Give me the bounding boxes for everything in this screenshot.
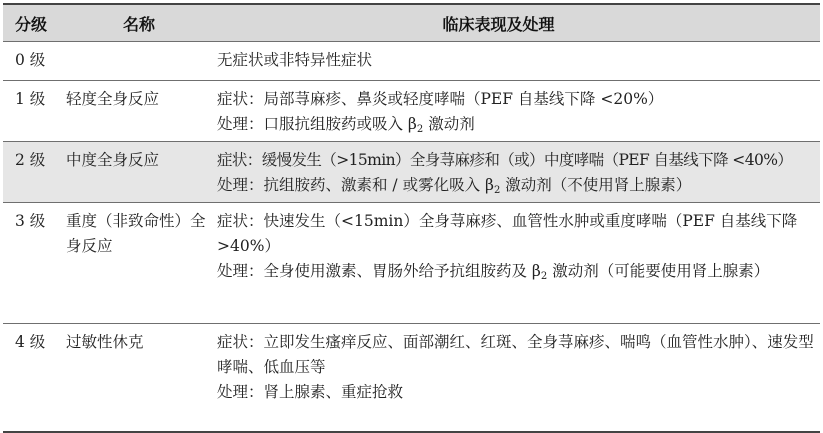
treatment-text: 处理：抗组胺药、激素和 / 或雾化吸入 $\beta_2$ 激动剂（不使用肾上腺素） bbox=[217, 176, 692, 196]
symptom-text: 症状：立即发生瘙痒反应、面部潮红、红斑、全身荨麻疹、喘鸣（血管性水肿）、速发型哮喘、低血压等 bbox=[217, 333, 814, 376]
table-row bbox=[3, 81, 820, 142]
table-row bbox=[3, 142, 820, 203]
symptom-text: 症状：快速发生（<15min）全身荨麻疹、血管性水肿或重度哮喘（PEF 自基线下降 >40%） bbox=[217, 212, 798, 255]
name-cell: 重度（非致命性）全身反应 bbox=[66, 212, 206, 255]
table-header-row bbox=[3, 3, 820, 42]
symptom-text: 无症状或非特异性症状 bbox=[217, 51, 373, 69]
header-grade: 分级 bbox=[15, 14, 48, 34]
treatment-text: 处理：肾上腺素、重症抢救 bbox=[217, 383, 404, 401]
manifest-cell bbox=[215, 324, 820, 411]
table-row bbox=[3, 203, 820, 324]
manifest-cell bbox=[215, 42, 820, 79]
grade-cell: 4 级 bbox=[15, 333, 46, 351]
name-cell: 中度全身反应 bbox=[66, 151, 160, 169]
name-cell: 过敏性休克 bbox=[66, 333, 144, 351]
manifest-cell bbox=[215, 142, 820, 209]
manifest-cell bbox=[215, 81, 820, 148]
symptom-text: 症状：缓慢发生（>15min）全身荨麻疹和（或）中度哮喘（PEF 自基线下降 <40%） bbox=[217, 151, 793, 169]
table-row bbox=[3, 324, 820, 433]
treatment-text: 处理：口服抗组胺药或吸入 $\beta_2$ 激动剂 bbox=[217, 115, 475, 135]
grade-cell: 3 级 bbox=[15, 212, 46, 230]
grade-cell: 1 级 bbox=[15, 90, 46, 108]
name-cell: 轻度全身反应 bbox=[66, 90, 160, 108]
manifest-cell bbox=[215, 203, 820, 295]
header-manifest: 临床表现及处理 bbox=[442, 14, 555, 34]
symptom-text: 症状：局部荨麻疹、鼻炎或轻度哮喘（PEF 自基线下降 <20%） bbox=[217, 90, 664, 108]
grade-cell: 2 级 bbox=[15, 151, 46, 169]
grade-cell: 0 级 bbox=[15, 51, 46, 69]
header-name: 名称 bbox=[123, 14, 156, 34]
treatment-text: 处理：全身使用激素、胃肠外给予抗组胺药及 $\beta_2$ 激动剂（可能要使用肾上腺素） bbox=[217, 262, 770, 282]
table-row bbox=[3, 42, 820, 81]
name-cell bbox=[61, 42, 215, 54]
grading-table bbox=[3, 3, 820, 433]
